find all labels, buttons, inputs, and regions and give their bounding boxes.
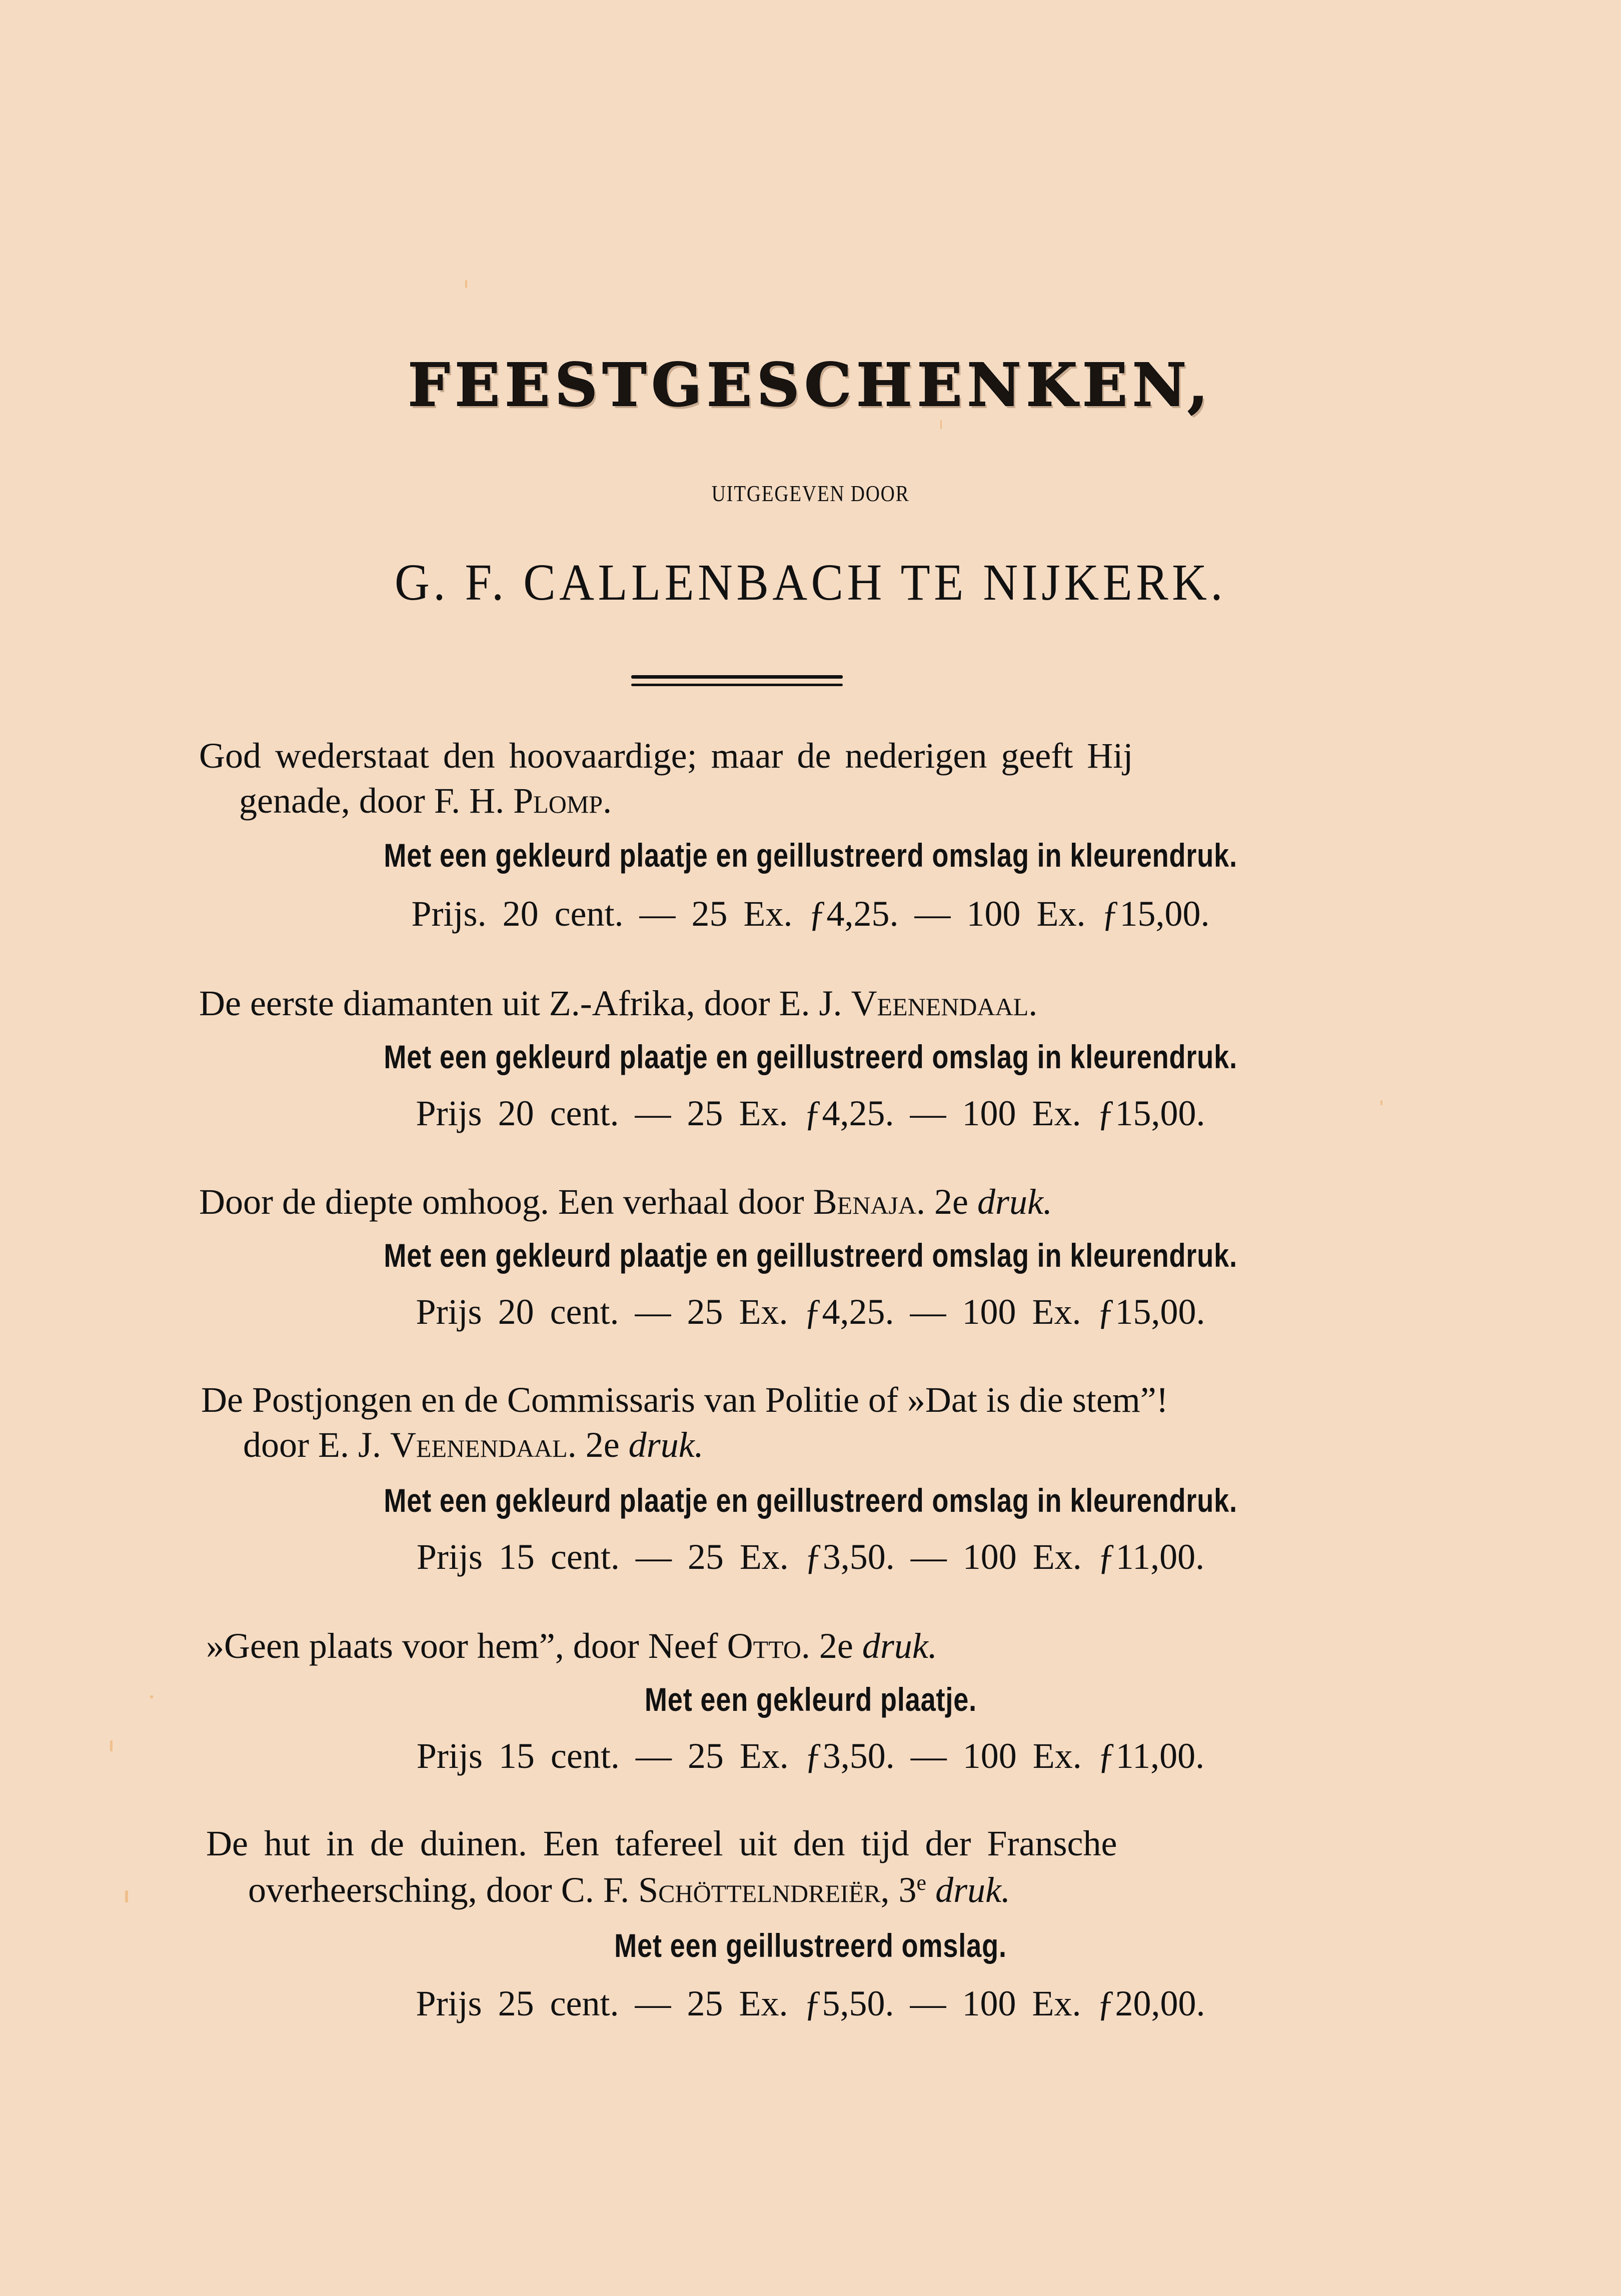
author-name: Benaja <box>813 1182 916 1222</box>
entry-note <box>0 836 1621 874</box>
double-rule-bottom <box>631 684 843 686</box>
entry-text: . 2e <box>916 1182 977 1222</box>
entry-title: De Postjongen en de Commissaris van Politie of »Dat is die stem”! <box>201 1380 1168 1420</box>
entry-text: overheersching, door C. F. <box>248 1870 639 1910</box>
edition-label: druk. <box>628 1425 704 1465</box>
note-text: Met een gekleurd plaatje en geillustreerd omslag in kleurendruk. <box>384 837 1237 874</box>
entry-price: Prijs 15 cent. — 25 Ex. ƒ3,50. — 100 Ex. ƒ11,00. <box>416 1537 1205 1577</box>
entry-note <box>0 1926 1621 1964</box>
entry-title <box>206 1625 937 1667</box>
author-name: Schöttelndreiër <box>638 1870 881 1910</box>
entry-title <box>199 1181 1052 1223</box>
entry-text: . 2e <box>801 1626 862 1666</box>
edition-label: druk. <box>926 1870 1011 1910</box>
publisher-line: G. F. CALLENBACH TE NIJKERK. <box>394 554 1227 611</box>
author-name: Otto <box>727 1626 801 1666</box>
entry-title: De hut in de duinen. Een tafereel uit den tijd der Fransche <box>206 1823 1117 1863</box>
subtitle: UITGEGEVEN DOOR <box>711 481 910 506</box>
paper-speck <box>465 280 467 288</box>
entry-text: . 2e <box>567 1425 629 1465</box>
entry-text: , 3 <box>880 1870 917 1910</box>
note-text: Met een gekleurd plaatje en geillustreerd omslag in kleurendruk. <box>384 1237 1237 1274</box>
entry-note <box>0 1481 1621 1519</box>
entry-price: Prijs 25 cent. — 25 Ex. ƒ5,50. — 100 Ex. ƒ20,00. <box>416 1983 1205 2023</box>
entry-title-cont <box>248 1869 1010 1911</box>
edition-label: druk. <box>977 1182 1052 1222</box>
note-text: Met een geillustreerd omslag. <box>614 1927 1007 1964</box>
double-rule-top <box>631 675 843 679</box>
author-name: Plomp <box>513 781 603 821</box>
note-text: Met een gekleurd plaatje en geillustreerd omslag in kleurendruk. <box>384 1038 1237 1075</box>
entry-price: Prijs. 20 cent. — 25 Ex. ƒ4,25. — 100 Ex. ƒ15,00. <box>411 894 1210 934</box>
page-title: FEESTGESCHENKEN, <box>408 350 1213 420</box>
entry-text: De eerste diamanten uit Z.-Afrika, door E. J. <box>199 983 851 1023</box>
entry-text: Door de diepte omhoog. Een verhaal door <box>199 1182 813 1222</box>
entry-text: »Geen plaats voor hem”, door Neef <box>206 1626 727 1666</box>
entry-title-cont <box>239 780 612 822</box>
entry-text: . <box>1028 983 1038 1023</box>
entry-text: door E. J. <box>243 1425 390 1465</box>
edition-label: druk. <box>862 1626 937 1666</box>
entry-text: . <box>603 781 612 821</box>
entry-price: Prijs 20 cent. — 25 Ex. ƒ4,25. — 100 Ex. ƒ15,00. <box>416 1093 1205 1133</box>
entry-note <box>0 1680 1621 1718</box>
entry-note <box>0 1236 1621 1274</box>
paper-speck <box>940 420 942 429</box>
entry-note <box>0 1038 1621 1076</box>
author-name: Veenendaal <box>851 983 1029 1023</box>
entry-price: Prijs 15 cent. — 25 Ex. ƒ3,50. — 100 Ex. ƒ11,00. <box>416 1736 1205 1776</box>
author-name: Veenendaal <box>390 1425 568 1465</box>
entry-title: God wederstaat den hoovaardige; maar de nederigen geeft Hij <box>199 736 1133 776</box>
note-text: Met een gekleurd plaatje. <box>644 1681 977 1718</box>
entry-text: genade, door F. H. <box>239 781 514 821</box>
entry-title-cont <box>243 1424 704 1466</box>
note-text: Met een gekleurd plaatje en geillustreerd omslag in kleurendruk. <box>384 1482 1237 1519</box>
edition-superscript: e <box>916 1870 927 1895</box>
entry-title <box>199 983 1037 1024</box>
paper-speck <box>125 1890 128 1902</box>
entry-price: Prijs 20 cent. — 25 Ex. ƒ4,25. — 100 Ex. ƒ15,00. <box>416 1292 1205 1332</box>
